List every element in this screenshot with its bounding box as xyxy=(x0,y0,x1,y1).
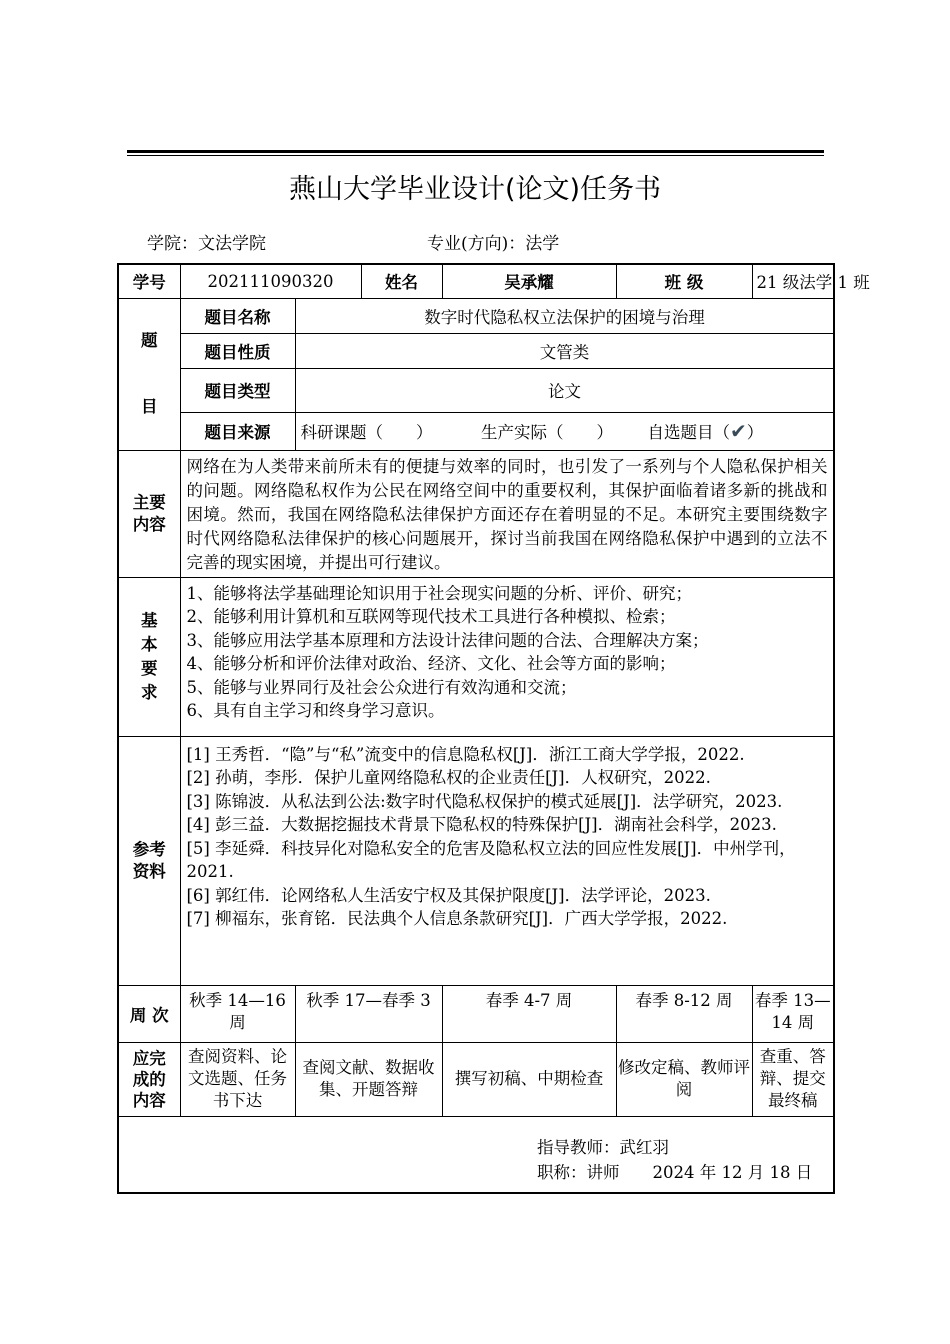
task-cell: 查阅资料、论文选题、任务书下达 xyxy=(180,1042,295,1116)
week-cell: 秋季 14—16 周 xyxy=(180,985,295,1042)
task-cell: 查阅文献、数据收集、开题答辩 xyxy=(295,1042,442,1116)
task-cell: 修改定稿、教师评阅 xyxy=(616,1042,752,1116)
tasks-row xyxy=(118,1042,834,1116)
topic-source-options xyxy=(295,412,834,450)
signature-row xyxy=(118,1116,834,1193)
requirement-item: 1、能够将法学基础理论知识用于社会现实问题的分析、评价、研究； xyxy=(186,583,692,603)
task-cell: 撰写初稿、中期检查 xyxy=(442,1042,616,1116)
requirements-label-char: 求 xyxy=(141,682,158,702)
student-row xyxy=(118,264,834,298)
requirement-item: 3、能够应用法学基本原理和方法设计法律问题的合法、合理解决方案； xyxy=(186,630,709,650)
source-option-production: 生产实际（ ） xyxy=(481,423,613,442)
reference-item: [5] 李延舜．科技异化对隐私安全的危害及隐私权立法的回应性发展[J]．中州学刊，2021. xyxy=(186,838,796,881)
topic-side-label-top: 题 xyxy=(141,331,158,350)
tasks-label xyxy=(118,1042,180,1116)
topic-name-value: 数字时代隐私权立法保护的困境与治理 xyxy=(295,298,834,333)
reference-item: [3] 陈锦波．从私法到公法:数字时代隐私权保护的模式延展[J]．法学研究，2023. xyxy=(186,791,783,811)
topic-name-label: 题目名称 xyxy=(180,298,295,333)
source-option-self-prefix: 自选题目（ xyxy=(647,423,730,442)
header-rule-thick xyxy=(127,150,824,153)
references-list xyxy=(180,736,834,985)
student-id-label: 学号 xyxy=(118,264,180,298)
requirement-item: 4、能够分析和评价法律对政治、经济、文化、社会等方面的影响； xyxy=(186,654,676,673)
signature-cell xyxy=(118,1116,834,1193)
references-row xyxy=(118,736,834,985)
topic-type-label: 题目类型 xyxy=(180,368,295,412)
student-name-value: 吴承耀 xyxy=(442,264,616,298)
signature-block xyxy=(537,1135,812,1185)
requirement-item: 2、能够利用计算机和互联网等现代技术工具进行各种模拟、检索； xyxy=(186,607,676,626)
tasks-label-3: 内容 xyxy=(132,1090,166,1110)
document-title: 燕山大学毕业设计(论文)任务书 xyxy=(288,174,662,205)
reference-item: [6] 郭红伟．论网络私人生活安宁权及其保护限度[J]．法学评论，2023. xyxy=(186,885,711,905)
topic-side-label-bottom: 目 xyxy=(141,397,158,416)
class-value: 21 级法学 1 班 xyxy=(752,264,834,298)
topic-type-row xyxy=(118,368,834,412)
topic-type-value: 论文 xyxy=(295,368,834,412)
topic-nature-value: 文管类 xyxy=(295,333,834,368)
requirement-item: 5、能够与业界同行及社会公众进行有效沟通和交流； xyxy=(186,677,577,697)
requirements-row xyxy=(118,577,834,736)
week-cell: 春季 13—14 周 xyxy=(752,985,834,1042)
task-cell: 查重、答辩、提交最终稿 xyxy=(752,1042,834,1116)
college-field: 学院：文法学院 xyxy=(147,234,266,254)
references-label-2: 资料 xyxy=(132,861,166,881)
class-label: 班 级 xyxy=(616,264,752,298)
references-label xyxy=(118,736,180,985)
weeks-label: 周 次 xyxy=(118,985,180,1042)
reference-item: [1] 王秀哲．“隐”与“私”流变中的信息隐私权[J]．浙江工商大学学报，2022. xyxy=(186,744,745,764)
requirements-label-char: 本 xyxy=(141,634,158,654)
topic-nature-label: 题目性质 xyxy=(180,333,295,368)
student-name-label: 姓名 xyxy=(361,264,442,298)
reference-item: [4] 彭三益．大数据挖掘技术背景下隐私权的特殊保护[J]．湖南社会科学，2023. xyxy=(186,815,777,834)
main-content-label-1: 主要 xyxy=(132,492,166,512)
source-option-self-suffix: ） xyxy=(746,423,764,442)
week-cell: 秋季 17—春季 3 xyxy=(295,985,442,1042)
main-content-label-2: 内容 xyxy=(132,514,166,534)
task-table xyxy=(117,263,870,1194)
requirements-label xyxy=(118,577,180,736)
topic-side-label xyxy=(118,298,180,450)
requirements-list xyxy=(180,577,834,736)
weeks-row xyxy=(118,985,834,1042)
topic-nature-row xyxy=(118,333,834,368)
reference-item: [2] 孙萌，李彤．保护儿童网络隐私权的企业责任[J]．人权研究，2022. xyxy=(186,768,711,787)
main-content-label xyxy=(118,450,180,577)
main-content-row xyxy=(118,450,834,577)
week-cell: 春季 4-7 周 xyxy=(442,985,616,1042)
major-field: 专业(方向)：法学 xyxy=(427,234,560,254)
topic-name-row xyxy=(118,298,834,333)
references-label-1: 参考 xyxy=(132,839,166,859)
advisor-name: 指导教师：武红羽 xyxy=(537,1137,669,1157)
requirement-item: 6、具有自主学习和终身学习意识。 xyxy=(186,701,445,720)
advisor-title-date: 职称：讲师 2024 年 12 月 18 日 xyxy=(537,1162,813,1182)
checkmark-icon: ✔ xyxy=(730,419,747,443)
topic-source-row xyxy=(118,412,834,450)
source-option-research: 科研课题（ ） xyxy=(300,423,433,442)
topic-source-label: 题目来源 xyxy=(180,412,295,450)
reference-item: [7] 柳福东，张育铭．民法典个人信息条款研究[J]．广西大学学报，2022. xyxy=(186,909,728,928)
requirements-label-char: 要 xyxy=(141,658,158,678)
week-cell: 春季 8-12 周 xyxy=(616,985,752,1042)
tasks-label-1: 应完 xyxy=(132,1048,166,1068)
requirements-label-char: 基 xyxy=(141,610,158,630)
main-content-paragraph: 网络在为人类带来前所未有的便捷与效率的同时，也引发了一系列与个人隐私保护相关的问题。网络隐私权作为公民在网络空间中的重要权利，其保护面临着诸多新的挑战和困境。然而，我国在网络隐私法律保护方面还存在着明显的不足。本研究主要围绕数字时代网络隐私法律保护的核心问题展开，探讨当前我国在网络隐私保护中遇到的立法不完善的现实困境，并提出可行建议。 xyxy=(186,456,828,572)
tasks-label-2: 成的 xyxy=(132,1069,166,1089)
student-id-value: 202111090320 xyxy=(180,264,361,298)
main-content-text xyxy=(180,450,834,577)
header-rule-thin xyxy=(127,155,824,156)
